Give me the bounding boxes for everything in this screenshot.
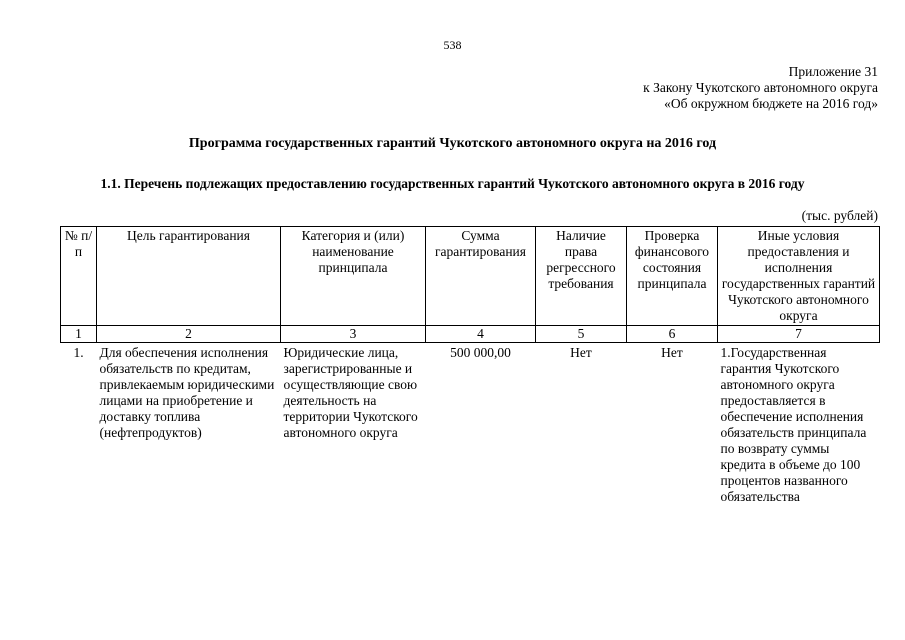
row-principal: Юридические лица, зарегистрированные и осуществляющие свою деятельность на территории Чукотского автономного округа <box>283 345 418 440</box>
header-amount: Сумма гарантирования <box>426 227 536 326</box>
appendix-line-1: Приложение 31 <box>788 64 878 79</box>
page-number: 538 <box>443 38 462 52</box>
table-row <box>61 343 880 507</box>
row-check: Нет <box>661 345 683 360</box>
column-number: 6 <box>627 326 718 343</box>
column-number-row <box>61 326 880 343</box>
column-number: 4 <box>426 326 536 343</box>
header-regress: Наличие права регрессного требования <box>536 227 627 326</box>
section-subtitle: 1.1. Перечень подлежащих предоставлению государственных гарантий Чукотского автономного округа в 2016 году <box>100 176 805 191</box>
header-principal: Категория и (или) наименование принципала <box>281 227 426 326</box>
guarantees-table <box>60 226 880 506</box>
header-conditions: Иные условия предоставления и исполнения государственных гарантий Чукотского автономного округа <box>718 227 880 326</box>
row-conditions: 1.Государственная гарантия Чукотского автономного округа предоставляется в обеспечение исполнения обязательств принципала по возврату суммы кредита в объеме до 100 процентов названного обязательства <box>720 345 867 504</box>
column-number: 7 <box>718 326 880 343</box>
header-purpose: Цель гарантирования <box>97 227 281 326</box>
row-regress: Нет <box>570 345 592 360</box>
document-title: Программа государственных гарантий Чукотского автономного округа на 2016 год <box>188 136 717 151</box>
column-number: 5 <box>536 326 627 343</box>
column-number: 2 <box>97 326 281 343</box>
units-label: (тыс. рублей) <box>801 208 878 223</box>
appendix-line-3: «Об окружном бюджете на 2016 год» <box>664 96 878 111</box>
header-check: Проверка финансового состояния принципала <box>627 227 718 326</box>
row-purpose: Для обеспечения исполнения обязательств по кредитам, привлекаемым юридическими лицами на приобретение и доставку топлива (нефтепродуктов) <box>99 345 275 440</box>
column-number: 1 <box>61 326 97 343</box>
column-number: 3 <box>281 326 426 343</box>
header-number: № п/п <box>61 227 97 326</box>
table-header-row <box>61 227 880 326</box>
row-number: 1. <box>73 345 84 360</box>
row-amount: 500 000,00 <box>450 345 511 360</box>
appendix-reference <box>643 64 878 112</box>
appendix-line-2: к Закону Чукотского автономного округа <box>643 80 878 95</box>
